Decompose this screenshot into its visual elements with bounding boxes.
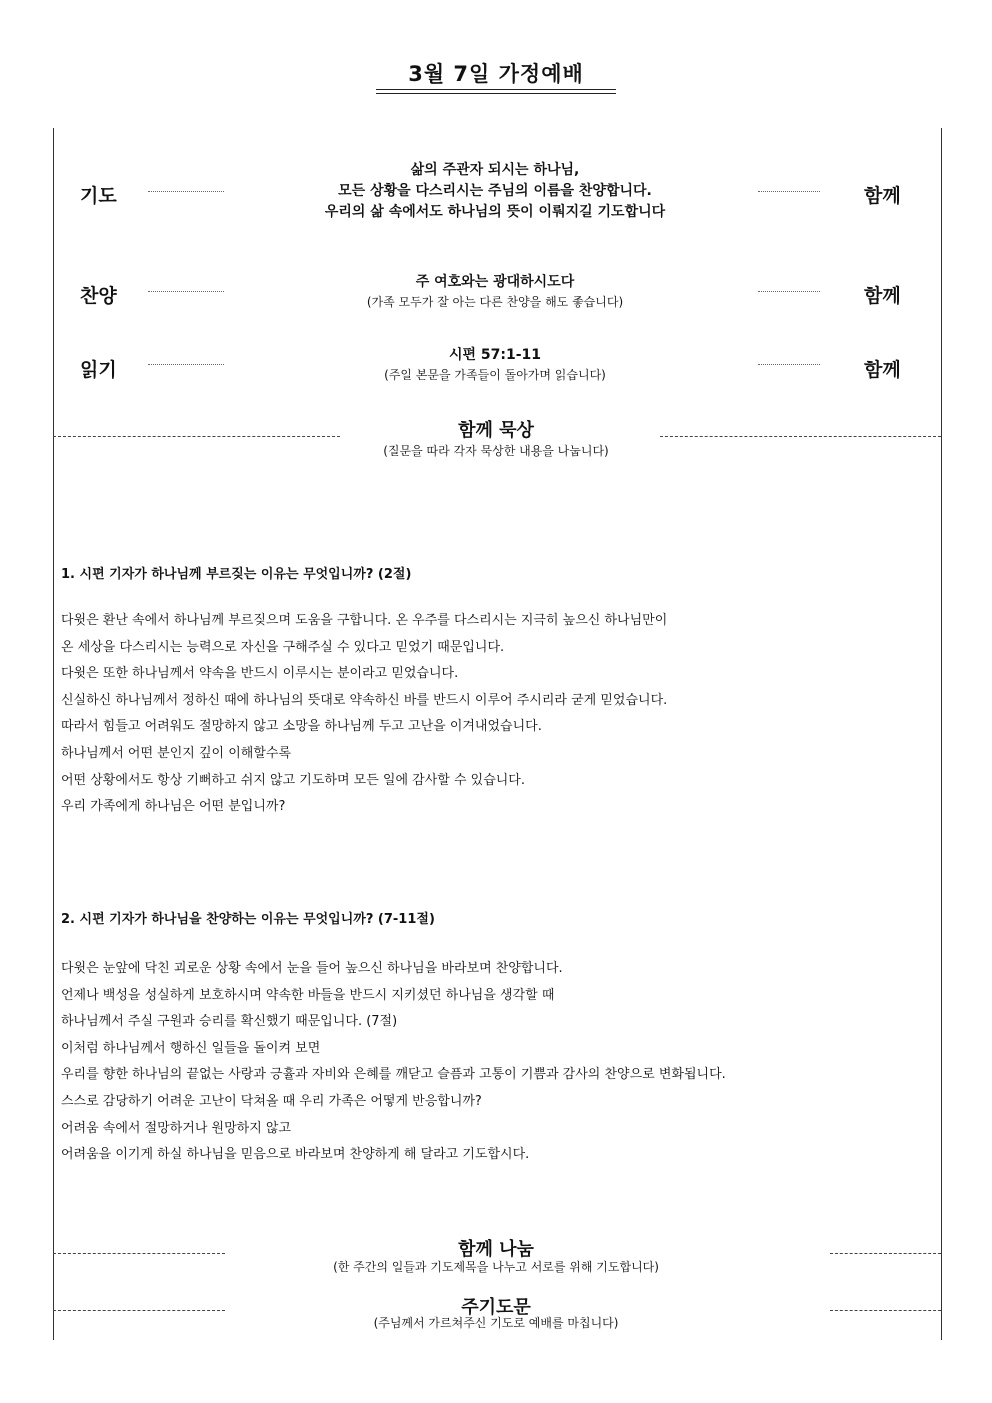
- praise-note: (가족 모두가 잘 아는 다른 찬양을 해도 좋습니다): [366, 295, 624, 309]
- answer-1: [61, 608, 667, 821]
- leader-dots-left: [148, 291, 224, 292]
- praise-text: [250, 272, 740, 311]
- sharing-heading: 함께 나눔: [458, 1239, 534, 1260]
- row-right-praise: 함께: [864, 285, 901, 307]
- leader-dots-right: [758, 291, 820, 292]
- prayer-line-1: 삶의 주관자 되시는 하나님,: [410, 162, 580, 178]
- reading-passage: 시편 57:1-11: [448, 347, 542, 363]
- reading-text: [250, 345, 740, 384]
- row-label-praise: 찬양: [80, 285, 117, 307]
- answer-2-line: 언제나 백성을 성실하게 보호하시며 약속한 바들을 반드시 지키셨던 하나님을 생각할 때: [61, 987, 555, 1003]
- leader-dots-left: [148, 191, 224, 192]
- sharing-note: (한 주간의 일들과 기도제목을 나누고 서로를 위해 기도합니다): [333, 1260, 659, 1274]
- question-2: 2. 시편 기자가 하나님을 찬양하는 이유는 무엇입니까? (7-11절): [61, 912, 435, 927]
- answer-1-line: 하나님께서 어떤 분인지 깊이 이해할수록: [61, 745, 292, 761]
- row-right-reading: 함께: [864, 359, 901, 381]
- answer-2-line: 우리를 향한 하나님의 끝없는 사랑과 긍휼과 자비와 은혜를 깨닫고 슬픔과 고통이 기쁨과 감사의 찬양으로 변화됩니다.: [61, 1067, 726, 1083]
- answer-1-line: 우리 가족에게 하나님은 어떤 분입니까?: [61, 799, 286, 815]
- lords-prayer-note: (주님께서 가르쳐주신 기도로 예배를 마칩니다): [373, 1316, 619, 1330]
- row-label-reading: 읽기: [80, 359, 117, 381]
- answer-2-line: 하나님께서 주실 구원과 승리를 확신했기 때문입니다. (7절): [61, 1014, 398, 1030]
- lords-prayer-heading: 주기도문: [461, 1297, 531, 1318]
- row-label-prayer: 기도: [80, 185, 117, 207]
- prayer-text: [250, 160, 740, 223]
- title-underline-top: [376, 89, 616, 90]
- answer-1-line: 온 세상을 다스리시는 능력으로 자신을 구해주실 수 있다고 믿었기 때문입니다.: [61, 639, 505, 655]
- answer-2-line: 이처럼 하나님께서 행하신 일들을 돌이켜 보면: [61, 1040, 321, 1056]
- answer-1-line: 따라서 힘들고 어려워도 절망하지 않고 소망을 하나님께 두고 고난을 이겨내었습니다.: [61, 719, 542, 735]
- frame-left-border: [53, 128, 54, 1340]
- row-right-prayer: 함께: [864, 185, 901, 207]
- answer-2-line: 어려움을 이기게 하실 하나님을 믿음으로 바라보며 찬양하게 해 달라고 기도합시다.: [61, 1147, 530, 1163]
- answer-2-line: 다윗은 눈앞에 닥친 괴로운 상황 속에서 눈을 들어 높으신 하나님을 바라보며 찬양합니다.: [61, 961, 563, 976]
- leader-dots-left: [148, 364, 224, 365]
- title-underline-bottom: [376, 93, 616, 94]
- answer-2-line: 어려움 속에서 절망하거나 원망하지 않고: [61, 1120, 292, 1136]
- leader-dots-right: [758, 364, 820, 365]
- meditation-note: (질문을 따라 각자 묵상한 내용을 나눕니다): [383, 444, 609, 458]
- praise-title: 주 여호와는 광대하시도다: [415, 274, 575, 290]
- prayer-line-3: 우리의 삶 속에서도 하나님의 뜻이 이뤄지길 기도합니다: [324, 204, 666, 220]
- answer-2-line: 스스로 감당하기 어려운 고난이 닥쳐올 때 우리 가족은 어떻게 반응합니까?: [61, 1093, 482, 1109]
- answer-1-line: 다윗은 또한 하나님께서 약속을 반드시 이루시는 분이라고 믿었습니다.: [61, 666, 459, 682]
- answer-1-line: 다윗은 환난 속에서 하나님께 부르짖으며 도움을 구합니다. 온 우주를 다스리시는 지극히 높으신 하나님만이: [61, 613, 668, 628]
- answer-1-line: 신실하신 하나님께서 정하신 때에 하나님의 뜻대로 약속하신 바를 반드시 이루어 주시리라 굳게 믿었습니다.: [61, 692, 668, 708]
- prayer-line-2: 모든 상황을 다스리시는 주님의 이름을 찬양합니다.: [338, 183, 652, 199]
- reading-note: (주일 본문을 가족들이 돌아가며 읽습니다): [384, 368, 606, 382]
- meditation-heading: 함께 묵상: [458, 420, 534, 441]
- answer-2: [61, 956, 726, 1169]
- answer-1-line: 어떤 상황에서도 항상 기뻐하고 쉬지 않고 기도하며 모든 일에 감사할 수 있습니다.: [61, 772, 526, 788]
- leader-dots-right: [758, 191, 820, 192]
- page-title: 3월 7일 가정예배: [408, 62, 584, 86]
- frame-right-border: [941, 128, 942, 1340]
- question-1: 1. 시편 기자가 하나님께 부르짖는 이유는 무엇입니까? (2절): [61, 567, 412, 582]
